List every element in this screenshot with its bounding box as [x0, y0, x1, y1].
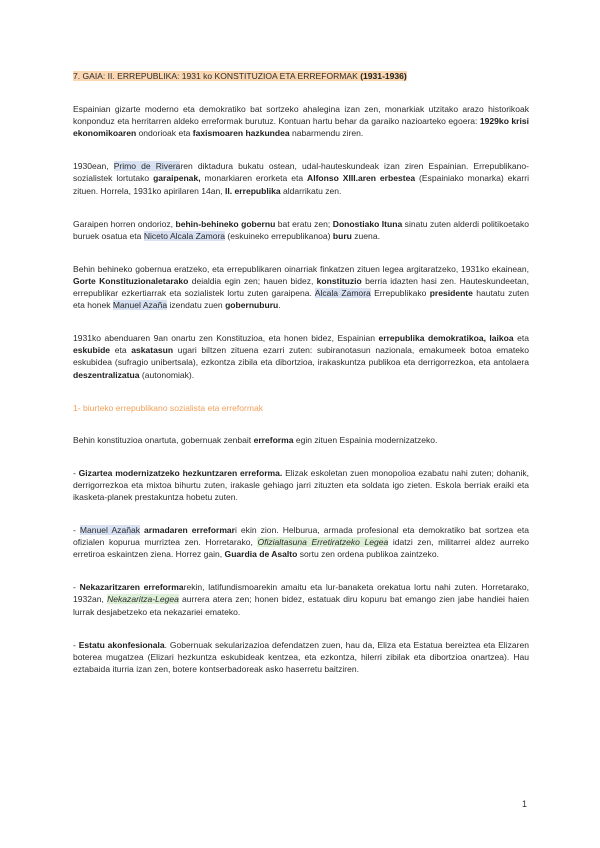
highlight-niceto-alcala-zamora: Niceto Alcala Zamora	[143, 230, 226, 241]
paragraph-constituent-cortes: Behin behineko gobernua eratzeko, eta errepublikaren oinarriak finkatzen zituen legea argitaratzeko, 1931ko ekainean, Gorte Konstituzionaletarako deialdia egin zen; hauen bidez, konstituzio berria idazten hasi zen. Hauteskundeetan, errepublikar ezkertiarrak eta sozialistek lortu zuten garaipena. Alcala Zamora Errepublikako presidente hautatu zuten eta honek Manuel Azaña izendatu zuen gobernuburu.	[73, 263, 529, 311]
paragraph-1930: 1930ean, Primo de Riveraren diktadura bukatu ostean, udal-hauteskundeak izan ziren Espainian. Errepublikano-sozialistek lortutako garaipenak, monarkiaren erorketa eta Alfonso XIII.aren erbestea (Espainiako monarka) ekarri zituen. Horrela, 1931ko apirilaren 14an, II. errepublika aldarrikatu zen.	[73, 161, 529, 196]
highlight-manuel-azanak: Manuel Azañak	[79, 525, 140, 536]
list-item-agrarian-reform: - Nekazaritzaren erreformarekin, latifundismoarekin amaitu eta lur-banaketa orekatua lortu nahi zuten. Horretarako, 1932an, Nekazaritza-Legea aurrera atera zen; honen bidez, estatuak diru kopuru bat emango zien jabe handiei haien lurrak desjabetzeko eta nekazariei emateko.	[73, 582, 529, 617]
list-item-secular-state: - Estatu akonfesionala. Gobernuak sekularizazioa defendatzen zuen, hau da, Eliza eta Estatua bereiztea eta Elizaren boterea mugatzea (Elizari hezkuntza eskubideak kentzea, eta ezkontza, hilerri zibilak eta dibortzioa onartzea). Hau eztabaida iturria izan zen, botere kontserbadoreak asko haserretu baitziren.	[73, 639, 529, 674]
document-body	[73, 70, 529, 675]
page-number: 1	[522, 799, 528, 809]
paragraph-constitution-1931: 1931ko abenduaren 9an onartu zen Konstituzioa, eta honen bidez, Espainian errepublika demokratikoa, laikoa eta eskubide eta askatasun ugari biltzen zituena ezarri zuten: subiranotasun nazionala, emakumeek botoa emateko eskubidea (sufragio unibertsala), ezkontza zibila eta dibortzioa, irakaskuntza publikoa eta derrigorrezkoa, eta antolaera deszentralizatua (autonomiak).	[73, 333, 529, 380]
paragraph-provisional-government: Garaipen horren ondorioz, behin-behineko gobernu bat eratu zen; Donostiako Ituna sinatu zuten alderdi politikoetako buruek osatua eta Niceto Alcala Zamora (eskuineko errepublikanoa) buru zuena.	[73, 218, 530, 241]
highlight-law-officers: Ofizialtasuna Erretiratzeko Legea	[257, 537, 389, 548]
highlight-primo-de-rivera: Primo de Rivera	[113, 161, 181, 172]
list-item-army-reform: - Manuel Azañak armadaren erreformari ekin zion. Helburua, armada profesional eta demokratiko bat sortzea eta ofizialen kopurua murriztea zen. Horretarako, Ofizialtasuna Erretiratzeko Legea idatzi zen, militarrei aldez aurreko erretiroa eskaintzen ziena. Horrez gain, Guardia de Asalto sortu zen ordena publikoa zaintzeko.	[73, 525, 530, 560]
paragraph-intro: Espainian gizarte moderno eta demokratiko bat sortzeko ahalegina izan zen, monarkiak utzitako arazo historikoak konponduz eta herritarren aldeko erreformak burutuz. Kontuan hartu behar da garaiko nazioarteko egoera: 1929ko krisi ekonomikoaren ondorioak eta faxismoaren hazkundea nabarmendu ziren.	[73, 104, 529, 139]
page-title: 7. GAIA: II. ERREPUBLIKA: 1931 ko KONSTITUZIOA ETA ERREFORMAK (1931-1936)	[73, 71, 407, 81]
section-subheading: 1- biurteko errepublikano sozialista eta erreformak	[73, 402, 264, 413]
highlight-alcala-zamora: Alcala Zamora	[314, 288, 371, 299]
paragraph-reforms-intro: Behin konstituzioa onartuta, gobernuak zenbait erreforma egin zituen Espainia modernizatzeko.	[73, 434, 438, 445]
highlight-manuel-azana: Manuel Azaña	[112, 300, 168, 311]
list-item-education-reform: - Gizartea modernizatzeko hezkuntzaren erreforma. Elizak eskoletan zuen monopolioa ezabatu nahi zuten; dohanik, derrigorrezkoa eta mixtoa bihurtu zuten, irakasle gehiago jarri zituzten eta soldata igo zieten. Eskola berriak eraiki eta ikasketa-planek prestakuntza hobetu zuten.	[73, 467, 529, 502]
highlight-law-agrarian: Nekazaritza-Legea	[107, 594, 179, 605]
